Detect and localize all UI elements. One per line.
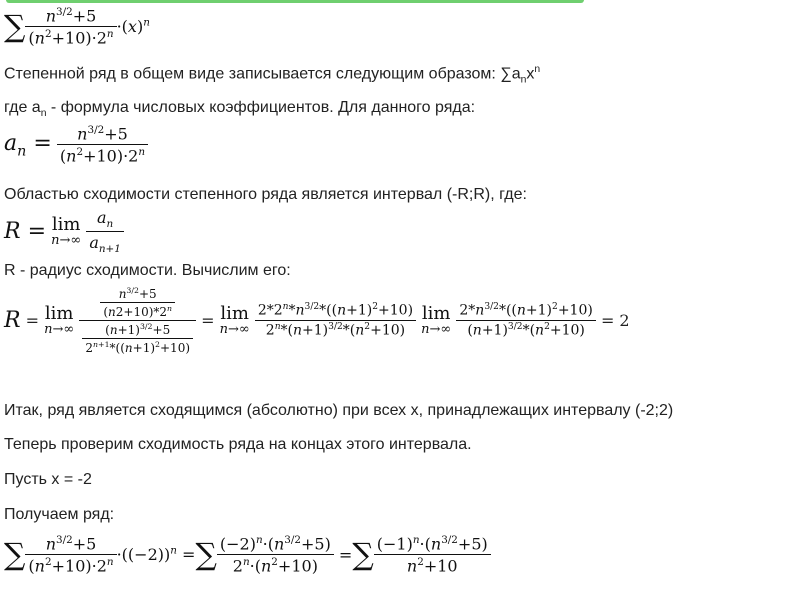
get-series-text: Получаем ряд: <box>4 506 115 523</box>
coef-text: где $a_n$ - формула числовых коэффициентов. Для данного ряда: <box>4 99 476 120</box>
conclusion-text: Итак, ряд является сходящимся (абсолютно) при всех x, принадлежащих интервалу (-2;2) <box>4 402 674 419</box>
radius-formula: R = lim n→∞ $\frac{a_n}{a_{n+1}}$ <box>4 208 124 255</box>
limit-computation: R = lim n→∞ $\frac{\frac{n^{3/2}+5}{(n2+10)*2^n}}{\frac{(n+1)^{3/2}+5}{2^{n+1}*((n+1)^2+10)}}$ = lim n→∞ $\frac{2*2^n*n^{3/2}*((n+1)^2+10)}{2^n*(n+1)^{3/2}*(n^2+10)}$ lim n→∞ $\frac{2*n^{3/2}*((n+1)^2+10)}{(n+1)^{3/2}*(n^2+10)}$ = 2 <box>4 286 630 355</box>
interval-text: Областью сходимости степенного ряда является интервал (-R;R), где: <box>4 186 527 203</box>
top-accent-bar <box>6 0 584 3</box>
intro-text: Степенной ряд в общем виде записывается следующим образом: $\sum a_nx^n$ <box>4 64 541 86</box>
check-ends-text: Теперь проверим сходимость ряда на концах этого интервала. <box>4 436 472 453</box>
an-formula: $a_n$ = $\frac{n^{3/2}+5}{(n^2+10)\cdot 2^n}$ <box>4 124 148 166</box>
radius-text: R - радиус сходимости. Вычислим его: <box>4 262 291 279</box>
series-formula: ∑ $\frac{n^{3/2}+5}{(n^2+10)\cdot 2^n}$ $\cdot(x)^n$ <box>4 6 150 48</box>
endpoint-series-formula: ∑ $\frac{n^{3/2}+5}{(n^2+10)\cdot 2^n}$ $\cdot((-2))^n$ =∑ $\frac{(-2)^n\cdot(n^{3/2}+5)}{2^n\cdot(n^2+10)}$ =∑ $\frac{(-1)^n\cdot(n^{3/2}+5)}{n^2+10}$ <box>4 534 491 576</box>
let-x-text: Пусть x = -2 <box>4 471 92 488</box>
